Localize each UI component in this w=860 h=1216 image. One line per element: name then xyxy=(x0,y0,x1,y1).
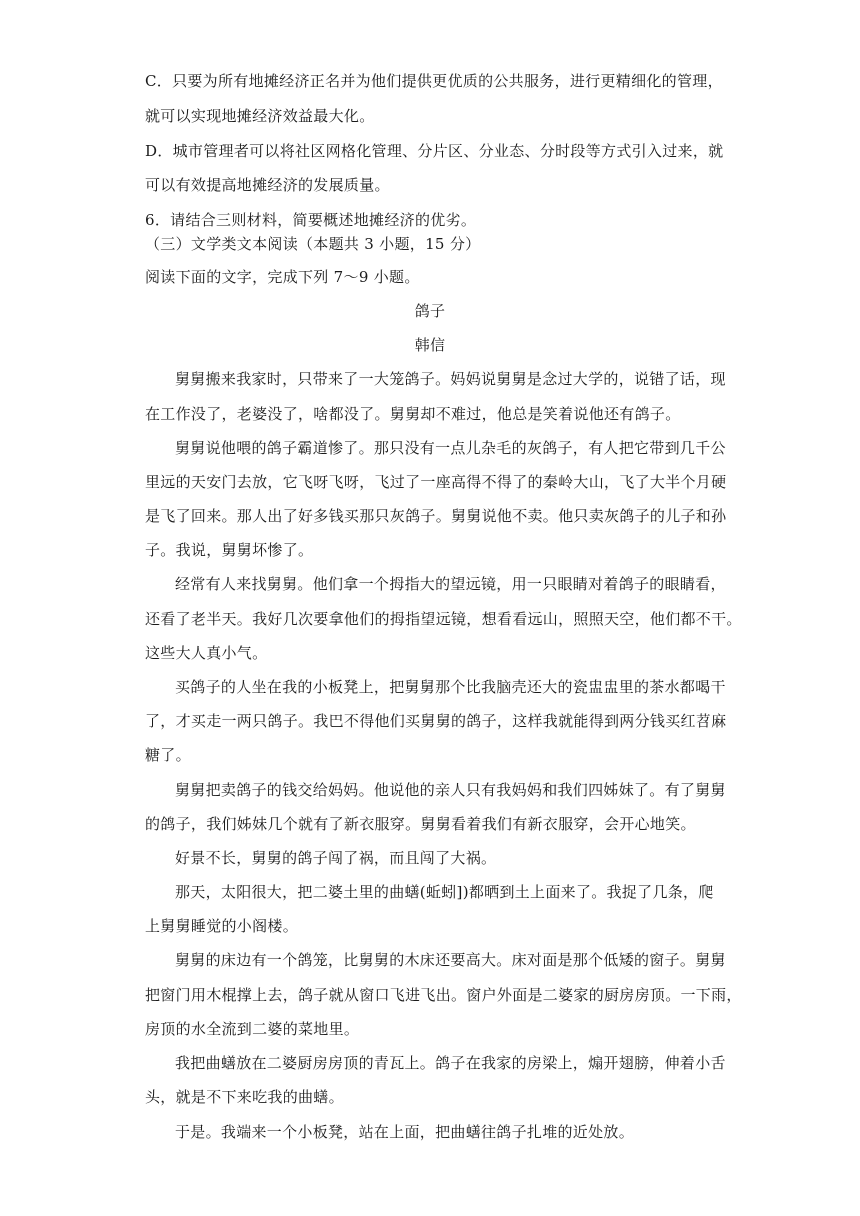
paragraph-6-line-1: 好景不长，舅舅的鸽子闯了祸，而且闯了大祸。 xyxy=(175,849,497,867)
paragraph-9-line-2: 头，就是不下来吃我的曲蟮。 xyxy=(145,1088,344,1106)
paragraph-8-line-3: 房顶的水全流到二婆的菜地里。 xyxy=(145,1020,360,1038)
paragraph-4-line-2: 了，才买走一两只鸽子。我巴不得他们买舅舅的鸽子，这样我就能得到两分钱买红苕麻 xyxy=(145,712,727,730)
paragraph-5-line-1: 舅舅把卖鸽子的钱交给妈妈。他说他的亲人只有我妈妈和我们四姊妹了。有了舅舅 xyxy=(175,781,726,799)
paragraph-5-line-2: 的鸽子，我们姊妹几个就有了新衣服穿。舅舅看着我们有新衣服穿，会开心地笑。 xyxy=(145,815,696,833)
option-d-line-1: D．城市管理者可以将社区网格化管理、分片区、分业态、分时段等方式引入过来，就 xyxy=(145,142,724,160)
paragraph-2-line-2: 里远的天安门去放，它飞呀飞呀，飞过了一座高得不得了的秦岭大山，飞了大半个月硬 xyxy=(145,473,727,491)
paragraph-3-line-2: 还看了老半天。我好几次要拿他们的拇指望远镜，想看看远山，照照天空，他们都不干。 xyxy=(145,610,742,628)
paragraph-10-line-1: 于是。我端来一个小板凳，站在上面，把曲蟮往鸽子扎堆的近处放。 xyxy=(175,1123,635,1141)
paragraph-8-line-2: 把窗门用木棍撑上去，鸽子就从窗口飞进飞出。窗户外面是二婆家的厨房房顶。一下雨， xyxy=(145,986,742,1004)
paragraph-9-line-1: 我把曲蟮放在二婆厨房房顶的青瓦上。鸽子在我家的房梁上，煽开翅膀，伸着小舌 xyxy=(175,1054,726,1072)
paragraph-7-line-2: 上舅舅睡觉的小阁楼。 xyxy=(145,917,299,935)
paragraph-7-line-1: 那天，太阳很大，把二婆土里的曲蟮(蚯蚓])都晒到土上面来了。我捉了几条，爬 xyxy=(175,883,714,901)
story-author: 韩信 xyxy=(414,336,446,354)
paragraph-3-line-1: 经常有人来找舅舅。他们拿一个拇指大的望远镜，用一只眼睛对着鸽子的眼睛看， xyxy=(175,575,726,593)
paragraph-4-line-1: 买鸽子的人坐在我的小板凳上，把舅舅那个比我脑壳还大的瓷盅盅里的茶水都喝干 xyxy=(175,678,726,696)
paragraph-2-line-4: 子。我说，舅舅坏惨了。 xyxy=(145,541,314,559)
option-d-line-2: 可以有效提高地摊经济的发展质量。 xyxy=(145,176,390,194)
paragraph-2-line-3: 是飞了回来。那人出了好多钱买那只灰鸽子。舅舅说他不卖。他只卖灰鸽子的儿子和孙 xyxy=(145,507,727,525)
story-title: 鸽子 xyxy=(414,302,446,320)
reading-instruction: 阅读下面的文字，完成下列 7～9 小题。 xyxy=(145,268,420,286)
paragraph-4-line-3: 糖了。 xyxy=(145,746,191,764)
option-c-line-1: C．只要为所有地摊经济正名并为他们提供更优质的公共服务，进行更精细化的管理， xyxy=(145,72,723,90)
option-c-line-2: 就可以实现地摊经济效益最大化。 xyxy=(145,107,375,125)
paragraph-1-line-1: 舅舅搬来我家时，只带来了一大笼鸽子。妈妈说舅舅是念过大学的，说错了话，现 xyxy=(175,370,726,388)
section-heading: （三）文学类文本阅读（本题共 3 小题，15 分） xyxy=(145,235,481,253)
paragraph-8-line-1: 舅舅的床边有一个鸽笼，比舅舅的木床还要高大。床对面是那个低矮的窗子。舅舅 xyxy=(175,951,726,969)
paragraph-3-line-3: 这些大人真小气。 xyxy=(145,644,268,662)
paragraph-1-line-2: 在工作没了，老婆没了，啥都没了。舅舅却不难过，他总是笑着说他还有鸽子。 xyxy=(145,405,681,423)
paragraph-2-line-1: 舅舅说他喂的鸽子霸道惨了。那只没有一点儿杂毛的灰鸽子，有人把它带到几千公 xyxy=(175,439,726,457)
question-6: 6．请结合三则材料，简要概述地摊经济的优劣。 xyxy=(145,211,477,229)
